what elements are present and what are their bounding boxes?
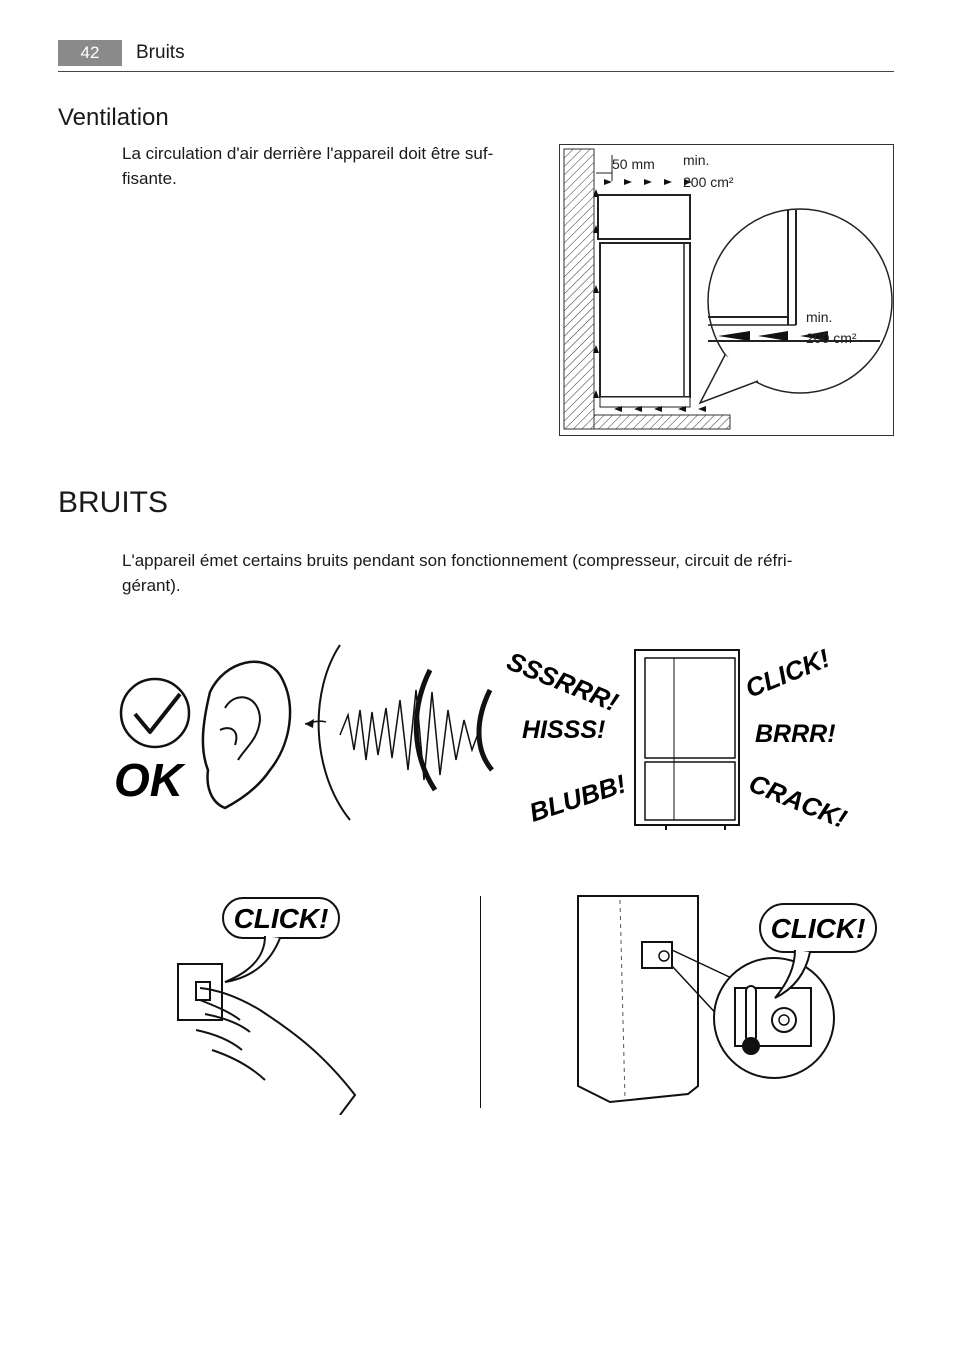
sound-arc-outer <box>319 645 350 820</box>
switch-rocker <box>196 982 210 1000</box>
sound-click: CLICK! <box>741 642 834 704</box>
check-circle-icon <box>121 679 189 747</box>
ventilation-text <box>122 141 547 191</box>
illustration-divider <box>480 896 481 1108</box>
page-number: 42 <box>58 40 122 66</box>
ok-label: OK <box>114 754 183 806</box>
appliance-cabinet <box>578 896 698 1102</box>
bruits-text-content: L'appareil émet certains bruits pendant son fonctionnement (compresseur, circuit de réfri- gérant). <box>122 551 793 595</box>
top-min-label: min. <box>683 152 710 168</box>
top-area-label: 200 cm² <box>683 174 734 190</box>
thermostat-click-text: CLICK! <box>770 913 866 944</box>
bottom-area-label: 200 cm² <box>806 330 857 346</box>
bruits-heading: BRUITS <box>58 486 169 519</box>
wall-hatch <box>564 149 594 429</box>
fridge-lower-compartment <box>600 243 690 397</box>
bruits-text <box>122 548 882 598</box>
switch-click-text: CLICK! <box>233 903 329 934</box>
ventilation-diagram <box>559 144 894 436</box>
ventilation-text-content: La circulation d'air derrière l'appareil doit être suf- fisante. <box>122 144 494 188</box>
fridge-base <box>600 397 690 407</box>
sound-crack: CRACK! <box>744 767 852 834</box>
noise-illustration <box>100 630 860 850</box>
ventilation-heading: Ventilation <box>58 104 169 131</box>
thermometer-icon <box>746 986 756 1042</box>
ventilation-diagram-svg <box>560 145 893 435</box>
page-header <box>58 40 894 72</box>
sound-blubb: BLUBB! <box>525 768 630 828</box>
thermostat-illustration <box>570 890 890 1115</box>
ear-icon <box>203 662 290 808</box>
fridge-upper-compartment <box>598 195 690 239</box>
gap-label: 50 mm <box>612 156 655 172</box>
header-section-title: Bruits <box>136 42 185 63</box>
bottom-min-label: min. <box>806 309 833 325</box>
sound-sssrrr: SSSRRR! <box>502 645 623 718</box>
sound-wave-zigzag <box>340 690 480 780</box>
sound-hisss: HISSS! <box>522 716 606 744</box>
switch-illustration <box>170 890 370 1115</box>
floor-hatch <box>594 415 730 429</box>
sound-brrr: BRRR! <box>755 720 836 748</box>
air-flow-arrows-top <box>604 179 692 185</box>
